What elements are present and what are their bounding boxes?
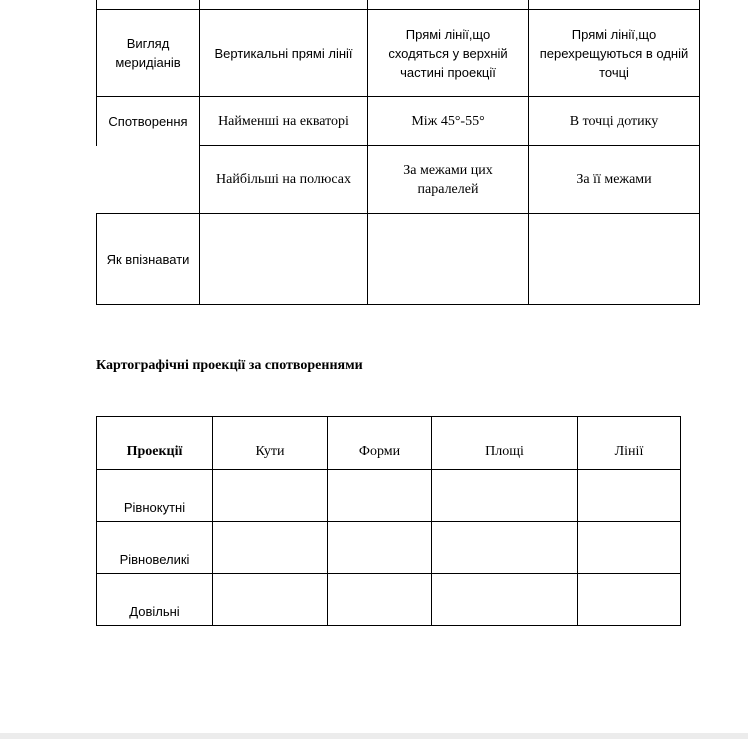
table-cell: [97, 0, 200, 10]
column-header: Лінії: [578, 417, 681, 470]
table-row: [97, 470, 681, 522]
table-cell: [213, 522, 328, 574]
row-label: Рівнокутні: [97, 470, 213, 522]
column-header: Кути: [213, 417, 328, 470]
table-cell: [368, 0, 529, 10]
table-cell: [213, 574, 328, 626]
table-row: [97, 10, 700, 97]
table-cell: [328, 574, 432, 626]
section-title: Картографічні проекції за спотвореннями: [96, 358, 363, 373]
row-label: Рівновеликі: [97, 522, 213, 574]
table-cell: За її межами: [529, 146, 700, 214]
row-label: Довільні: [97, 574, 213, 626]
page-edge: [0, 733, 748, 739]
row-label: Як впізнавати: [97, 214, 200, 305]
table-row: [97, 97, 700, 146]
distortion-table: [96, 416, 681, 626]
table-cell: [578, 522, 681, 574]
table-cell: [368, 214, 529, 305]
table-row: [97, 0, 700, 10]
table-cell: Вертикальні прямі лінії: [200, 10, 368, 97]
column-header: Форми: [328, 417, 432, 470]
column-header: Проекції: [97, 417, 213, 470]
table-cell: [213, 470, 328, 522]
table-header-row: [97, 417, 681, 470]
table-cell: [328, 470, 432, 522]
table-cell: Найбільші на полюсах: [200, 146, 368, 214]
table-row: [97, 214, 700, 305]
table-row: [97, 522, 681, 574]
table-cell: [328, 522, 432, 574]
row-label: Спотворення: [97, 97, 200, 146]
table-cell: Прямі лінії,що сходяться у верхній частині проекції: [368, 10, 529, 97]
table-cell: [432, 574, 578, 626]
table-cell: За межами цих паралелей: [368, 146, 529, 214]
projections-table: [96, 0, 700, 305]
row-label: Вигляд меридіанів: [97, 10, 200, 97]
column-header: Площі: [432, 417, 578, 470]
table-row: [97, 146, 700, 214]
table-cell: [529, 0, 700, 10]
table-cell: Прямі лінії,що перехрещуються в одній точці: [529, 10, 700, 97]
table-cell: [200, 0, 368, 10]
row-label: [97, 146, 200, 214]
table-cell: [578, 470, 681, 522]
table-cell: [200, 214, 368, 305]
table-cell: Між 45°-55°: [368, 97, 529, 146]
table-row: [97, 574, 681, 626]
table-cell: [529, 214, 700, 305]
table-cell: В точці дотику: [529, 97, 700, 146]
table-cell: [432, 470, 578, 522]
table-cell: [578, 574, 681, 626]
table-cell: Найменші на екваторі: [200, 97, 368, 146]
table-cell: [432, 522, 578, 574]
